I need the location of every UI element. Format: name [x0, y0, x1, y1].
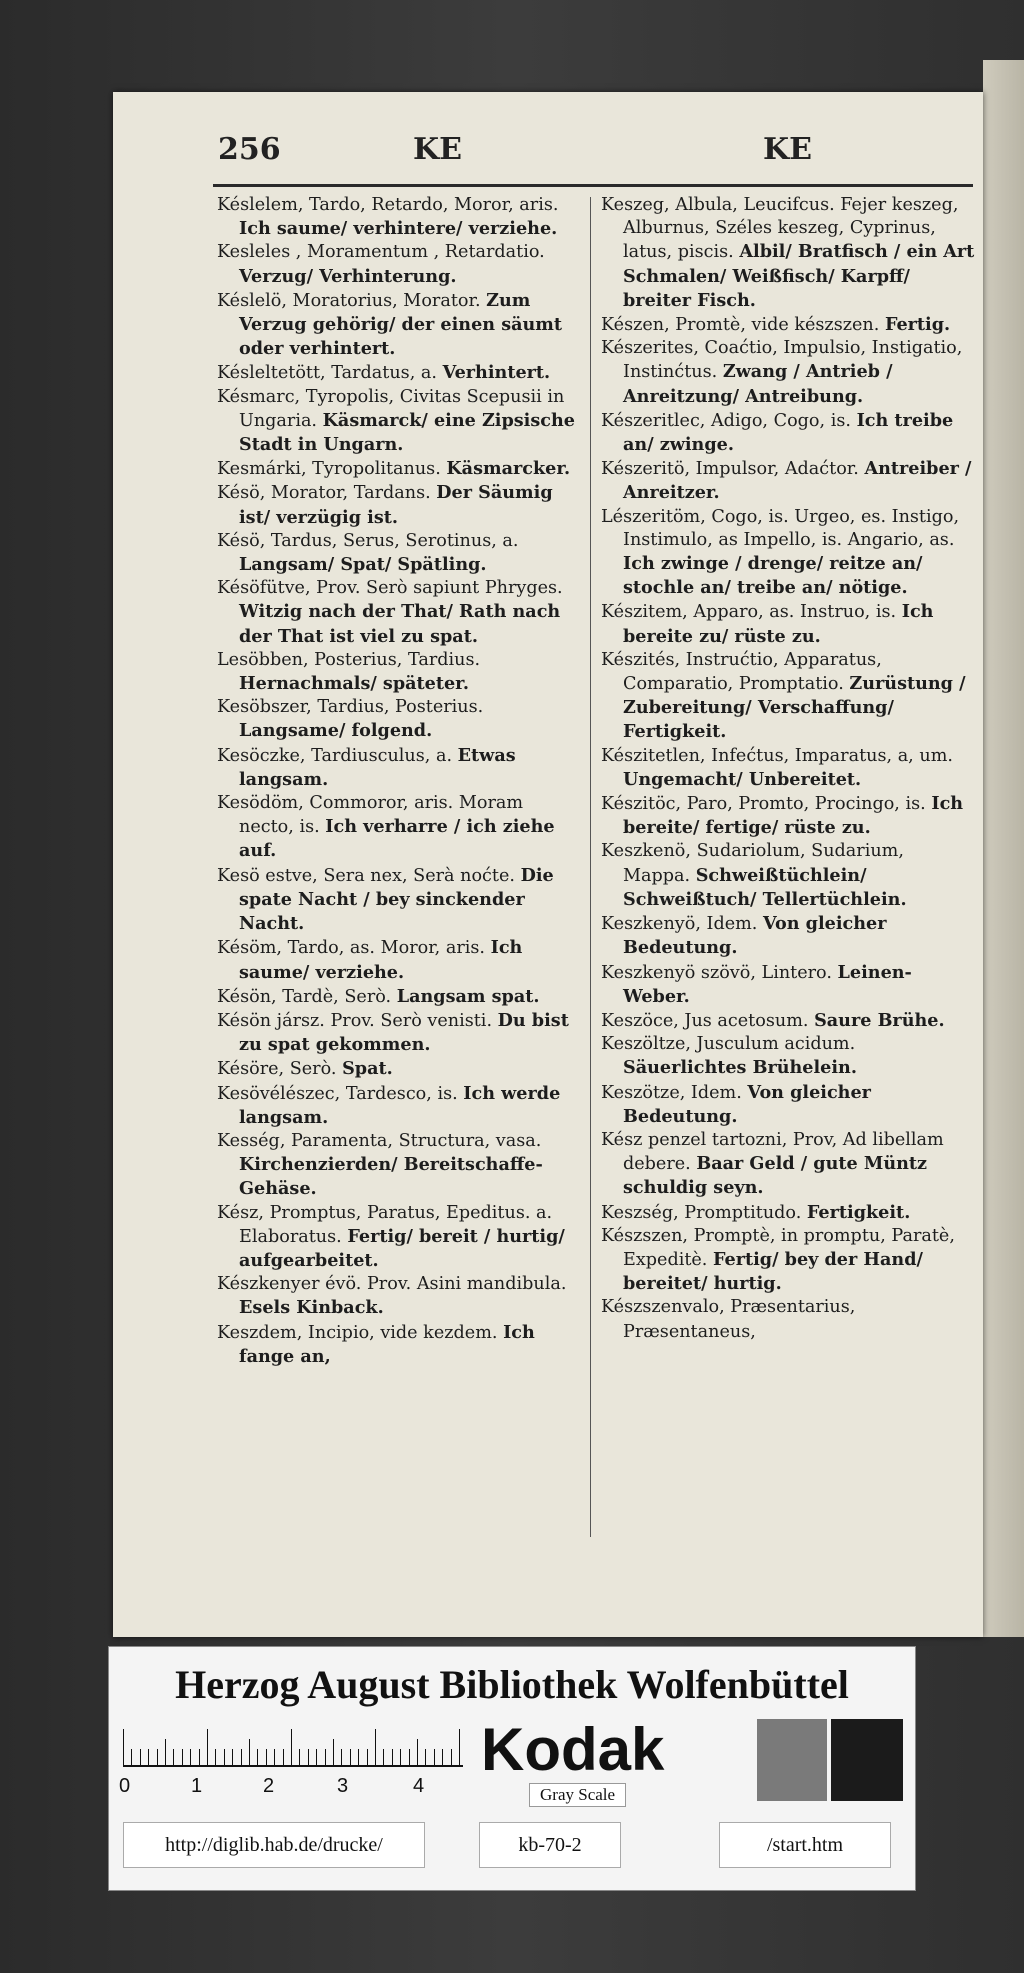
dictionary-entry [217, 481, 582, 529]
ruler-tick [451, 1749, 452, 1765]
ruler-tick [425, 1749, 426, 1765]
url-link[interactable]: http://diglib.hab.de/drucke/ [123, 1822, 425, 1868]
dictionary-entry [601, 1201, 976, 1225]
dictionary-entry [601, 745, 976, 792]
ruler-tick [375, 1729, 376, 1765]
ruler-tick [224, 1749, 225, 1765]
url-start-page: /start.htm [719, 1822, 891, 1868]
entry-german: Esels Kinback. [239, 1297, 384, 1319]
ruler-tick [173, 1749, 174, 1765]
entry-german: Ich treibe an/ zwinge. [623, 409, 954, 456]
entry-german: Zwang / Antrieb / Anreitzung/ Antreibung. [623, 361, 893, 407]
ruler-tick [190, 1749, 191, 1765]
dictionary-entry [601, 1081, 976, 1129]
entry-latin: Készeritlec, Adigo, Cogo, is. [601, 410, 851, 431]
dictionary-entry [601, 961, 976, 1009]
entry-latin: Készitem, Apparo, as. Instruo, is. [601, 602, 897, 623]
entry-german: Ich verharre / ich ziehe auf. [239, 816, 555, 862]
dictionary-entry [217, 1202, 582, 1274]
entry-german: Schweißtüchlein/ Schweißtuch/ Tellertüchlein. [623, 864, 907, 910]
dictionary-entry [217, 1009, 582, 1057]
dictionary-entry [217, 289, 582, 362]
entry-german: Antreiber / Anreitzer. [623, 458, 972, 504]
entry-latin: Kesöbszer, Tardius, Posterius. [217, 697, 484, 718]
url-shelfmark: kb-70-2 [479, 1822, 621, 1868]
ruler-tick [308, 1749, 309, 1765]
dictionary-entry [601, 1129, 976, 1201]
dictionary-entry [217, 457, 582, 481]
entry-german: Spat. [342, 1058, 393, 1080]
ruler-tick [325, 1749, 326, 1765]
ruler-tick [165, 1739, 166, 1765]
entry-latin: Kesö estve, Sera nex, Serà noćte. [217, 865, 515, 886]
ruler-tick [358, 1749, 359, 1765]
dictionary-entry [217, 985, 582, 1009]
entry-latin: Késöm, Tardo, as. Moror, aris. [217, 938, 486, 959]
entry-latin: Keszötze, Idem. [601, 1082, 742, 1103]
dictionary-entry [601, 792, 976, 840]
entry-german: Etwas langsam. [239, 744, 516, 790]
ruler-tick [199, 1749, 200, 1765]
ruler-tick [232, 1749, 233, 1765]
entry-german: Ich saume/ verziehe. [239, 937, 523, 983]
left-column [217, 194, 582, 1369]
ruler-tick [148, 1749, 149, 1765]
entry-german: Albil/ Bratfisch / ein Art Schmalen/ Weißfisch/ Karpff/ breiter Fisch. [623, 241, 975, 311]
ruler-tick [291, 1729, 292, 1765]
ruler-number-3: 3 [337, 1775, 349, 1797]
entry-german: Von gleicher Bedeutung. [623, 913, 887, 959]
entry-german: Du bist zu spat gekommen. [239, 1009, 569, 1056]
dictionary-entry [217, 864, 582, 937]
entry-german: Ungemacht/ Unbereitet. [623, 768, 862, 790]
entry-german: Hernachmals/ späteter. [239, 673, 469, 695]
entry-german: Zurüstung / Zubereitung/ Verschaffung/ Fertigkeit. [623, 673, 966, 743]
dictionary-entry [601, 1296, 976, 1343]
library-name: Herzog August Bibliothek Wolfenbüttel [175, 1662, 849, 1707]
entry-latin: Kesöczke, Tardiusculus, a. [217, 745, 453, 766]
entry-german: Langsame/ folgend. [239, 720, 433, 742]
entry-german: Witzig nach der That/ Rath nach der That ist viel zu spat. [239, 601, 561, 647]
entry-latin: Lészeritöm, Cogo, is. Urgeo, es. Instigo, Instimulo, as Impello, is. Angario, as. [601, 506, 960, 550]
entry-latin: Keszkenö, Sudariolum, Sudarium, Mappa. [601, 841, 904, 886]
dictionary-entry [217, 1057, 582, 1081]
entry-latin: Készerites, Coaćtio, Impulsio, Instigatio, Instinćtus. [601, 338, 963, 383]
ruler-tick [283, 1749, 284, 1765]
dictionary-entry [601, 313, 976, 337]
entry-latin: Készeritö, Impulsor, Adaćtor. [601, 459, 859, 480]
entry-latin: Készkenyer évö. Prov. Asini mandibula. [217, 1274, 567, 1295]
dictionary-entry [217, 361, 582, 385]
dictionary-entry [601, 600, 976, 648]
dictionary-entry [217, 194, 582, 241]
entry-german: Ich werde langsam. [239, 1082, 561, 1128]
entry-latin: Késö, Morator, Tardans. [217, 483, 431, 504]
dictionary-entry [601, 1033, 976, 1080]
page-number: 256 [218, 132, 281, 167]
entry-latin: Kesödöm, Commoror, aris. Moram nectо, is. [217, 793, 524, 838]
entry-german: Fertig. [884, 314, 951, 336]
ruler-tick [123, 1729, 124, 1765]
entry-latin: Kesség, Paramenta, Structura, vasa. [217, 1130, 542, 1151]
ruler-number-1: 1 [191, 1775, 203, 1797]
entry-latin: Készen, Promtè, vide készszen. [601, 315, 880, 336]
entry-german: Ich saume/ verhintere/ verziehe. [239, 218, 558, 240]
running-headword-left: KE [413, 132, 462, 167]
dictionary-entry [601, 1225, 976, 1297]
ruler-tick [266, 1749, 267, 1765]
entry-latin: Keszöltze, Jusculum acidum. [601, 1034, 856, 1055]
entry-latin: Késöfütve, Prov. Serò sapiunt Phryges. [217, 578, 563, 599]
entry-latin: Késmarc, Tyropolis, Civitas Scepusii in Ungaria. [217, 386, 565, 431]
dictionary-entry [217, 936, 582, 984]
entry-german: Baar Geld / gute Müntz schuldig seyn. [623, 1153, 928, 1199]
dictionary-entry [217, 1130, 582, 1202]
entry-german: Zum Verzug gehörig/ der einen säumt oder verhintert. [239, 289, 563, 360]
ruler-tick [299, 1749, 300, 1765]
ruler-tick [274, 1749, 275, 1765]
dictionary-entry [601, 506, 976, 601]
entry-german: Langsam spat. [396, 985, 540, 1007]
ruler-tick [131, 1749, 132, 1765]
dictionary-entry [601, 337, 976, 409]
dictionary-entry [217, 1273, 582, 1320]
entry-latin: Kesövélészec, Tardesco, is. [217, 1083, 458, 1104]
dictionary-entry [217, 792, 582, 864]
ruler-tick [459, 1729, 460, 1765]
entry-german: Ich fange an, [239, 1321, 535, 1367]
ruler-tick [341, 1749, 342, 1765]
entry-german: Leinen-Weber. [623, 961, 912, 1007]
ruler-number-4: 4 [413, 1775, 425, 1797]
entry-latin: Keszkenyö szövö, Lintero. [601, 962, 832, 983]
ruler-tick [215, 1749, 216, 1765]
ruler-tick [367, 1749, 368, 1765]
ruler-tick [241, 1749, 242, 1765]
entry-latin: Késön jársz. Prov. Serò venisti. [217, 1010, 493, 1031]
running-headword-right: KE [763, 132, 812, 167]
dictionary-entry [217, 530, 582, 577]
entry-latin: Készitetlen, Infećtus, Imparatus, a, um. [601, 745, 953, 766]
entry-german: Fertig/ bereit / hurtig/ aufgearbeitet. [239, 1225, 565, 1271]
gray-scale-label: Gray Scale [529, 1783, 626, 1807]
scale-ruler [123, 1727, 463, 1767]
entry-german: Von gleicher Bedeutung. [623, 1081, 871, 1127]
entry-german: Langsam/ Spat/ Spätling. [239, 554, 487, 576]
entry-latin: Késlelö, Moratorius, Morator. [217, 290, 481, 311]
entry-german: Saure Brühe. [814, 1009, 945, 1031]
dictionary-entry [217, 1082, 582, 1130]
entry-latin: Készszen, Promptè, in promptu, Paratè, Expeditè. [601, 1225, 955, 1270]
header-rule [213, 184, 973, 187]
dictionary-entry [217, 649, 582, 696]
dictionary-entry [217, 386, 582, 458]
entry-german: Kirchenzierden/ Bereitschaffe-Gehäse. [239, 1154, 543, 1200]
ruler-tick [316, 1749, 317, 1765]
entry-german: Säuerlichtes Brühelein. [623, 1057, 857, 1079]
entry-latin: Késlelem, Tardo, Retardo, Moror, aris. [217, 195, 559, 215]
entry-latin: Kesmárki, Tyropolitanus. [217, 459, 441, 480]
ruler-tick [157, 1749, 158, 1765]
entry-latin: Késleltetött, Tardatus, a. [217, 363, 437, 384]
entry-latin: Kész, Promptus, Paratus, Epeditus. a. Elaboratus. [217, 1202, 553, 1247]
book-page [113, 92, 983, 1637]
gray-swatch-dark [831, 1719, 903, 1801]
ruler-tick [409, 1749, 410, 1765]
dictionary-entry [217, 1321, 582, 1369]
color-target-strip [108, 1646, 916, 1891]
dictionary-entry [217, 241, 582, 288]
kodak-logo: Kodak [481, 1716, 665, 1783]
ruler-tick [257, 1749, 258, 1765]
dictionary-entry [217, 577, 582, 649]
entry-german: Fertig/ bey der Hand/ bereitet/ hurtig. [623, 1248, 923, 1295]
ruler-tick [392, 1749, 393, 1765]
entry-german: Käsmarcker. [446, 458, 571, 480]
dictionary-entry [217, 696, 582, 743]
entry-german: Die spate Nacht / bey sinckender Nacht. [239, 864, 554, 935]
entry-german: Ich bereite/ fertige/ rüste zu. [623, 793, 964, 839]
entry-latin: Késön, Tardè, Serò. [217, 986, 392, 1007]
entry-latin: Kész penzel tartozni, Prov, Ad libellam debere. [601, 1129, 944, 1175]
ruler-tick [182, 1749, 183, 1765]
entry-latin: Keszeg, Albula, Leucifcus. Fejer keszeg, Alburnus, Széles keszeg, Cyprinus, latus, piscis. [601, 195, 959, 263]
dictionary-entry [217, 744, 582, 792]
entry-latin: Kesleles , Moramentum , Retardatio. [217, 242, 545, 263]
dictionary-entry [601, 649, 976, 745]
page-header [113, 132, 983, 172]
entry-german: Ich bereite zu/ rüste zu. [623, 601, 934, 647]
entry-latin: Készitöc, Paro, Promto, Procingo, is. [601, 794, 926, 815]
ruler-tick [434, 1749, 435, 1765]
dictionary-entry [601, 840, 976, 912]
ruler-tick [249, 1739, 250, 1765]
entry-german: Ich zwinge / drenge/ reitze an/ stochle an/ treibe an/ nötige. [623, 553, 923, 599]
ruler-tick [140, 1749, 141, 1765]
ruler-number-2: 2 [263, 1775, 275, 1797]
dictionary-entry [601, 1009, 976, 1033]
entry-german: Käsmarck/ eine Zipsische Stadt in Ungarn. [239, 409, 575, 456]
ruler-tick [333, 1739, 334, 1765]
dictionary-entry [601, 457, 976, 505]
ruler-tick [417, 1739, 418, 1765]
ruler-tick [350, 1749, 351, 1765]
dictionary-entry [601, 912, 976, 960]
entry-german: Der Säumig ist/ verzügig ist. [239, 482, 553, 528]
entry-latin: Keszöce, Jus acetosum. [601, 1010, 809, 1031]
entry-latin: Lesöbben, Posterius, Tardius. [217, 649, 481, 670]
entry-latin: Késöre, Serò. [217, 1059, 337, 1080]
entry-latin: Készszenvalo, Præsentarius, Præsentaneus, [601, 1297, 856, 1342]
ruler-number-0: 0 [119, 1775, 131, 1797]
facing-page-edge [983, 60, 1024, 1637]
entry-german: Verzug/ Verhinterung. [239, 265, 457, 287]
column-divider [590, 197, 591, 1537]
ruler-tick [442, 1749, 443, 1765]
entry-latin: Keszdem, Incipio, vide kezdem. [217, 1322, 498, 1343]
dictionary-entry [601, 409, 976, 457]
entry-latin: Keszség, Promptitudo. [601, 1202, 802, 1223]
ruler-tick [383, 1749, 384, 1765]
dictionary-entry [601, 194, 976, 313]
ruler-tick [207, 1729, 208, 1765]
entry-latin: Készités, Instrućtio, Apparatus, Comparatio, Promptatio. [601, 649, 882, 695]
entry-german: Verhintert. [442, 362, 551, 384]
right-column [601, 194, 976, 1344]
entry-latin: Késö, Tardus, Serus, Serotinus, a. [217, 530, 519, 551]
gray-swatch-mid [757, 1719, 827, 1801]
ruler-tick [400, 1749, 401, 1765]
entry-german: Fertigkeit. [806, 1201, 911, 1223]
entry-latin: Keszkenyö, Idem. [601, 914, 758, 935]
